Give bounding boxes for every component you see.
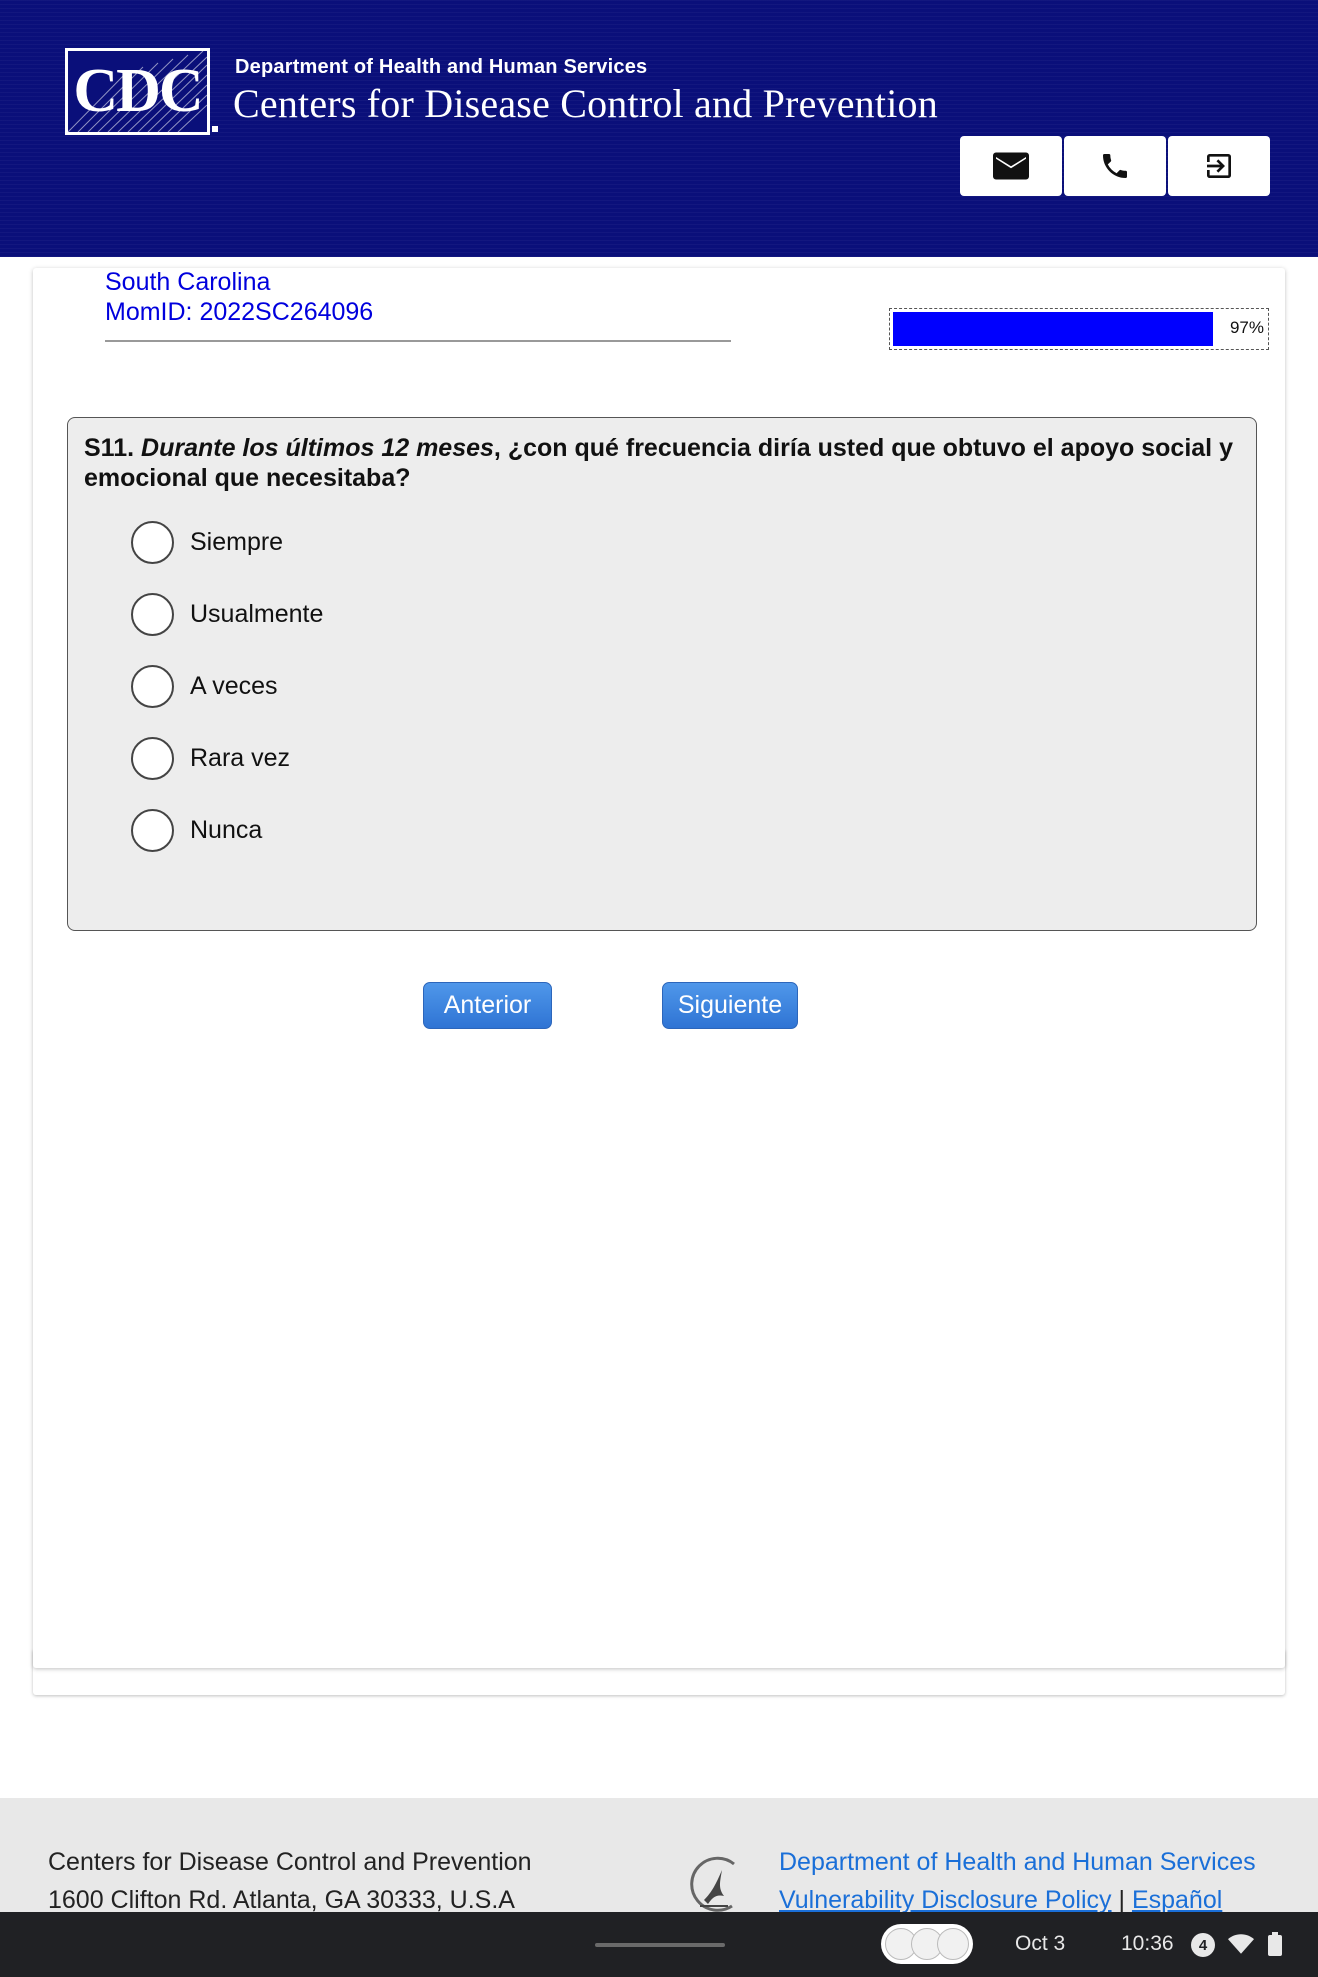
radio-button[interactable] [131,521,174,564]
option-label: Nunca [190,815,263,844]
logo-text: CDC [73,57,202,125]
next-button[interactable]: Siguiente [662,982,798,1029]
footer-address: 1600 Clifton Rd. Atlanta, GA 30333, U.S.A [48,1886,515,1912]
option-label: Usualmente [190,599,324,628]
wifi-icon [1228,1934,1254,1954]
mail-icon [993,152,1029,180]
email-button[interactable] [960,136,1062,196]
question-body: , ¿con qué frecuencia diría usted que obtuvo el apoyo social y emocional que necesitaba? [84,434,1233,492]
vulnerability-policy-link[interactable]: Vulnerability Disclosure Policy [779,1886,1112,1912]
logo-registered-mark [212,126,218,132]
option-a-veces[interactable] [131,664,278,708]
footer-links-line [779,1886,1222,1912]
system-time[interactable]: 10:36 [1121,1932,1174,1955]
divider [105,340,731,342]
phone-icon [1099,150,1131,182]
exit-button[interactable] [1168,136,1270,196]
option-label: Siempre [190,527,284,556]
exit-icon [1203,150,1235,182]
footer-org-name: Centers for Disease Control and Prevention [48,1848,532,1876]
cdc-logo[interactable] [65,48,210,135]
question-number: S11. [84,434,135,462]
radio-button[interactable] [131,593,174,636]
system-bar [0,1912,1318,1977]
hhs-eagle-icon [682,1856,744,1912]
option-rara-vez[interactable] [131,736,290,780]
header-action-group [960,136,1270,196]
progress-bar [889,308,1269,350]
previous-button[interactable]: Anterior [423,982,552,1029]
question-panel [67,417,1257,931]
option-usualmente[interactable] [131,592,323,636]
battery-icon [1268,1932,1282,1956]
radio-button[interactable] [131,737,174,780]
state-name: South Carolina [105,268,271,296]
radio-button[interactable] [131,809,174,852]
survey-card [33,268,1285,1668]
option-label: A veces [190,671,278,700]
radio-button[interactable] [131,665,174,708]
site-footer [0,1798,1318,1912]
option-label: Rara vez [190,743,291,772]
system-date[interactable]: Oct 3 [1015,1932,1066,1955]
agency-name: Centers for Disease Control and Prevention [233,81,938,126]
department-name: Department of Health and Human Services [235,56,648,78]
progress-percent: 97% [1229,318,1264,337]
mom-id: MomID: 2022SC264096 [105,298,374,326]
progress-track [893,312,1223,346]
phone-button[interactable] [1064,136,1166,196]
option-siempre[interactable] [131,520,283,564]
question-text [84,433,1234,493]
option-nunca[interactable] [131,808,262,852]
notification-count[interactable]: 4 [1191,1933,1215,1957]
question-emphasis: Durante los últimos 12 meses [141,434,494,462]
hhs-link[interactable]: Department of Health and Human Services [779,1848,1256,1876]
site-header [0,0,1318,257]
home-handle[interactable] [595,1943,725,1947]
progress-fill [893,312,1213,346]
tray-pill[interactable] [881,1924,973,1964]
link-separator: | [1118,1886,1125,1912]
tray-avatar-icon [937,1928,969,1960]
espanol-link[interactable]: Español [1131,1886,1223,1912]
